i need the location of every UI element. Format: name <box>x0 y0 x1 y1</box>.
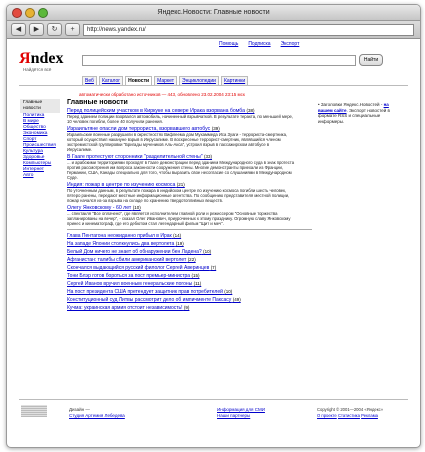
headline-link[interactable] <box>67 288 295 296</box>
main-content <box>67 99 295 312</box>
search-button[interactable]: Найти <box>359 54 383 66</box>
news-title-text[interactable]: В Гааге протестуют сторонники "разделительной стены" <box>67 154 203 160</box>
headline-text[interactable]: Скончался выдающийся русский филолог Сергей Аверинцев <box>67 265 210 271</box>
headline-text[interactable]: Конституционный суд Литвы рассмотрит дело об импичменте Паксасу <box>67 297 232 303</box>
footer-copyright <box>317 407 383 418</box>
headline-count[interactable]: (49) <box>232 297 241 302</box>
design-label: Дизайн — <box>69 407 90 412</box>
news-title-text[interactable]: Израильтяне опасли дом террориста, взорвавшего автобус <box>67 126 211 132</box>
sidebar <box>20 99 60 179</box>
news-item <box>67 126 295 152</box>
news-item <box>67 108 295 124</box>
headline-link[interactable] <box>67 296 295 304</box>
back-icon[interactable]: ◀ <box>11 23 26 36</box>
headline-link[interactable] <box>67 256 295 264</box>
sidebar-item-economy[interactable]: Экономика <box>23 131 48 136</box>
news-title-text[interactable]: Перед полицейским участком в Киркуке на севере Ирака взорвана бомба <box>67 108 245 114</box>
tab-catalog[interactable]: Каталог <box>99 76 123 86</box>
reload-icon[interactable]: ↻ <box>47 23 62 36</box>
headline-text[interactable]: Тони Блэр готов бороться за пост премьер-министра <box>67 273 191 279</box>
headline-text[interactable]: На пост президента США претендует защитник прав потребителей <box>67 289 223 295</box>
footer-info <box>217 407 265 418</box>
export-text-2: . Экспорт новостей в формате RSS и специальные информеры. <box>318 107 390 124</box>
headline-text[interactable]: Белый Дом ничего не знает об обнаружении бен Ладена? <box>67 249 202 255</box>
tab-web[interactable]: Веб <box>82 76 97 86</box>
news-body: Израильские военные разрушили в окрестностях Вифлеема дом Мухаммеда Иса Зуаги - террориста-смертника, который осуществил накануне взрыв в Иерусалиме. В воскресенье террорист-смертник, являвшийся членом экстремистской группировки "Бригады мучеников Аль-Акса", устроил взрыв в пассажирском автобусе в Иерусалиме. <box>67 132 288 152</box>
footer-design <box>69 407 125 418</box>
web-page <box>7 38 420 447</box>
about-link[interactable]: О проекте <box>317 412 337 418</box>
tabs-divider <box>19 85 408 86</box>
studio-logo-icon[interactable] <box>21 405 47 417</box>
add-bookmark-icon[interactable]: + <box>65 23 80 36</box>
browser-toolbar <box>7 21 420 39</box>
tab-news[interactable]: Новости <box>125 76 152 86</box>
export-info <box>318 102 402 124</box>
news-count[interactable]: (33) <box>204 154 213 159</box>
sidebar-item-society[interactable]: Общество <box>23 125 46 130</box>
headline-link[interactable] <box>67 304 295 312</box>
zoom-button[interactable] <box>38 8 48 18</box>
sidebar-item-main[interactable]: Главные новости <box>20 99 60 113</box>
sidebar-item-politics[interactable]: Политика <box>23 113 45 118</box>
headlines-divider <box>67 229 312 230</box>
search-input[interactable] <box>82 55 356 66</box>
export-link[interactable]: Экспорт <box>280 41 300 47</box>
headline-text[interactable]: Глава Пентагона неожиданно прибыл в Ирак <box>67 233 172 239</box>
address-bar[interactable]: http://news.yandex.ru/ <box>83 24 414 36</box>
news-count[interactable]: (38) <box>246 108 255 113</box>
headline-text[interactable]: На западе Японии столкнулись два вертолета <box>67 241 175 247</box>
help-link[interactable]: Помощь <box>219 41 239 47</box>
news-body: Перед зданием полиции взорвался автомобиль, начиненный взрывчаткой. В результате теракта, по меньшей мере, 10 человек погибли, более 40 получили ранения. <box>67 114 294 124</box>
sidebar-item-auto[interactable]: Авто <box>23 173 34 178</box>
tab-images[interactable]: Картинки <box>221 76 248 86</box>
headline-link[interactable] <box>67 232 295 240</box>
headline-link[interactable] <box>67 272 295 280</box>
headline-count[interactable]: (15) <box>191 273 200 278</box>
export-text: Заголовки Яндекс.Новостей - <box>320 102 384 107</box>
news-title-text[interactable]: Олегу Янковскому - 60 лет <box>67 205 132 211</box>
forward-icon[interactable]: ▶ <box>29 23 44 36</box>
news-title-text[interactable]: Индия: пожар в центре по изучению космоса <box>67 182 176 188</box>
media-info-link[interactable]: Информация для СМИ <box>217 407 265 412</box>
headline-count[interactable]: (22) <box>187 257 196 262</box>
page-title: Главные новости <box>67 99 128 106</box>
headline-link[interactable] <box>67 264 295 272</box>
news-body: ... и арабскими территориями проходят в Гааге демонстрации перед зданием Международного суда в знак протеста против рассмотрения им вопроса законности сооружения стены. Многие демонстранты приехали из Франции, Германии, США, Канады специально для того, чтобы выразить свое несогласие со слушаниями в Международном Суде. <box>67 160 295 180</box>
advertising-link[interactable]: Реклама <box>361 412 378 418</box>
sidebar-item-computers[interactable]: Компьютеры <box>23 161 52 166</box>
sidebar-item-world[interactable]: В мире <box>23 119 39 124</box>
footer-divider <box>19 399 408 400</box>
window-controls <box>12 8 48 18</box>
statistics-link[interactable]: Статистика <box>337 412 360 418</box>
tab-encyclopedia[interactable]: Энциклопедии <box>179 76 219 86</box>
yandex-logo[interactable] <box>19 50 63 68</box>
news-item <box>67 205 295 226</box>
sidebar-item-health[interactable]: Здоровье <box>23 155 45 160</box>
headline-text[interactable]: Сергей Иванов вручил военным генеральские погоны <box>67 281 193 287</box>
export-bullet-icon: • <box>318 102 320 107</box>
headline-count[interactable]: (10) <box>224 289 233 294</box>
close-button[interactable] <box>12 8 22 18</box>
logo-subtitle: Найдётся всё <box>23 67 52 72</box>
headline-count[interactable]: (19) <box>175 241 184 246</box>
window-title: Яндекс.Новости: Главные новости <box>157 9 270 16</box>
logo-first-letter: Я <box>19 50 31 67</box>
minimize-button[interactable] <box>25 8 35 18</box>
title-bar <box>7 5 420 21</box>
headline-count[interactable]: (14) <box>173 233 182 238</box>
browser-window <box>6 4 421 448</box>
headline-link[interactable] <box>67 240 295 248</box>
sidebar-item-culture[interactable]: Культура <box>23 149 43 154</box>
partners-link[interactable]: Наши партнеры <box>217 412 251 418</box>
update-status: автоматически обработано источников — 443, обновлено 23.02.2004 23:15 мск <box>79 92 245 97</box>
news-item <box>67 182 295 203</box>
design-studio-link[interactable]: Студия Артемия Лебедева <box>69 412 125 418</box>
sidebar-item-sport[interactable]: Спорт <box>23 137 37 142</box>
headline-link[interactable] <box>67 280 295 288</box>
headline-count[interactable]: (11) <box>193 281 202 286</box>
news-body: По уточненным данным, в результате пожара в индийском центре по изучению космоса погибли шесть человек, пятеро ранены, передают местные информационные агентства. По сообщению представителя местной полиции, пожар начался из-за взрыва на складе по хранению твердотопливных веществ. <box>67 188 290 203</box>
headline-text[interactable]: Афганистан: талибы сбили американский вертолет <box>67 257 187 263</box>
subscribe-link[interactable]: Подписка <box>248 41 271 47</box>
export-site-link[interactable]: на вашем сайте <box>318 102 389 113</box>
news-count[interactable]: (21) <box>176 182 185 187</box>
news-item <box>67 154 295 180</box>
news-body: ... спектакля "Все оплачено", где является исполнителем главной роли и режиссером "Основные торжества запланированы на вечер", - сказал Олег Иванович, приуроченных к этому празднику. Огромную славу Янковскому принес и кинематограф, где его дебютом стал легендарный фильм "Щит и меч". <box>67 211 291 226</box>
headline-count[interactable]: (7) <box>210 265 217 270</box>
headline-link[interactable] <box>67 248 295 256</box>
headline-count[interactable]: (10) <box>203 249 212 254</box>
logo-rest: ndex <box>30 50 64 67</box>
tab-market[interactable]: Маркет <box>154 76 177 86</box>
copyright-text: Copyright © 2001—2004 «Яндекс» <box>317 407 384 412</box>
headline-count[interactable]: (9) <box>183 305 190 310</box>
news-count[interactable]: (39) <box>211 126 220 131</box>
news-count[interactable]: (10) <box>132 205 141 210</box>
sidebar-item-incidents[interactable]: Происшествия <box>23 143 56 148</box>
sidebar-item-internet[interactable]: Интернет <box>23 167 44 172</box>
top-links <box>219 41 299 47</box>
headline-text[interactable]: Кучма: украинская армия отстоит независимость! <box>67 305 183 311</box>
